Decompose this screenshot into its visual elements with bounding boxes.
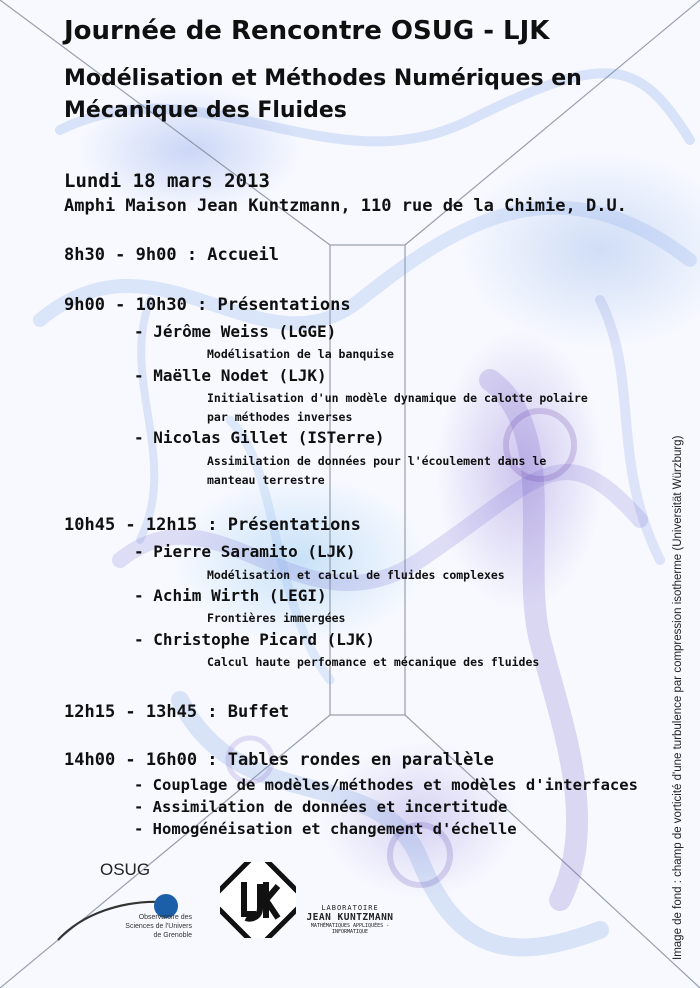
session2-speaker-3: - Christophe Picard (LJK): [134, 630, 375, 649]
osug-logo-subtitle: [96, 913, 192, 940]
session2-talk-2: Frontières immergées: [207, 611, 346, 625]
ljk-name: JEAN KUNTZMANN: [306, 912, 394, 923]
session2-talk-3: Calcul haute perfomance et mécanique des fluides: [207, 655, 540, 669]
session1-talk-1: Modélisation de la banquise: [207, 347, 394, 361]
ljk-logo-mark: [220, 862, 296, 938]
osug-logo-name: OSUG: [100, 860, 151, 879]
image-credit: Image de fond : champ de vorticité d'une turbulence par compression isotherme (Universität Würzburg): [672, 435, 684, 960]
session1-talk-2: Initialisation d'un modèle dynamique de calotte polaire par méthodes inverses: [207, 391, 588, 424]
roundtable-topic-1: - Couplage de modèles/méthodes et modèles d'interfaces: [134, 776, 638, 794]
session1-talk-3: Assimilation de données pour l'écoulement dans le manteau terrestre: [207, 454, 547, 487]
session1-speaker-1: - Jérôme Weiss (LGGE): [134, 322, 337, 341]
osug-line-3: de Grenoble: [153, 932, 192, 939]
ljk-label: LABORATOIRE: [321, 904, 379, 912]
poster-subtitle: Modélisation et Méthodes Numériques en Mécanique des Fluides: [64, 66, 582, 123]
ljk-logo-text: [300, 904, 400, 935]
session1-heading: 9h00 - 10h30 : Présentations: [64, 295, 351, 315]
session1-speaker-3: - Nicolas Gillet (ISTerre): [134, 428, 385, 447]
ljk-tagline: MATHÉMATIQUES APPLIQUÉES - INFORMATIQUE: [310, 923, 390, 935]
session2-heading: 10h45 - 12h15 : Présentations: [64, 515, 361, 535]
roundtable-topic-2: - Assimilation de données et incertitude: [134, 798, 508, 816]
session1-speaker-2: - Maëlle Nodet (LJK): [134, 366, 327, 385]
osug-line-2: Sciences de l'Univers: [125, 923, 192, 930]
slot-welcome: 8h30 - 9h00 : Accueil: [64, 245, 279, 265]
session2-speaker-1: - Pierre Saramito (LJK): [134, 542, 356, 561]
poster-title: Journée de Rencontre OSUG - LJK: [64, 16, 550, 46]
event-date: Lundi 18 mars 2013: [64, 170, 270, 192]
session2-talk-1: Modélisation et calcul de fluides complexes: [207, 568, 505, 582]
roundtables-heading: 14h00 - 16h00 : Tables rondes en parallèle: [64, 750, 494, 770]
session2-speaker-2: - Achim Wirth (LEGI): [134, 586, 327, 605]
event-location: Amphi Maison Jean Kuntzmann, 110 rue de la Chimie, D.U.: [64, 196, 627, 216]
slot-lunch: 12h15 - 13h45 : Buffet: [64, 702, 290, 722]
osug-line-1: Observatoire des: [138, 914, 192, 921]
roundtable-topic-3: - Homogénéisation et changement d'échelle: [134, 820, 517, 838]
